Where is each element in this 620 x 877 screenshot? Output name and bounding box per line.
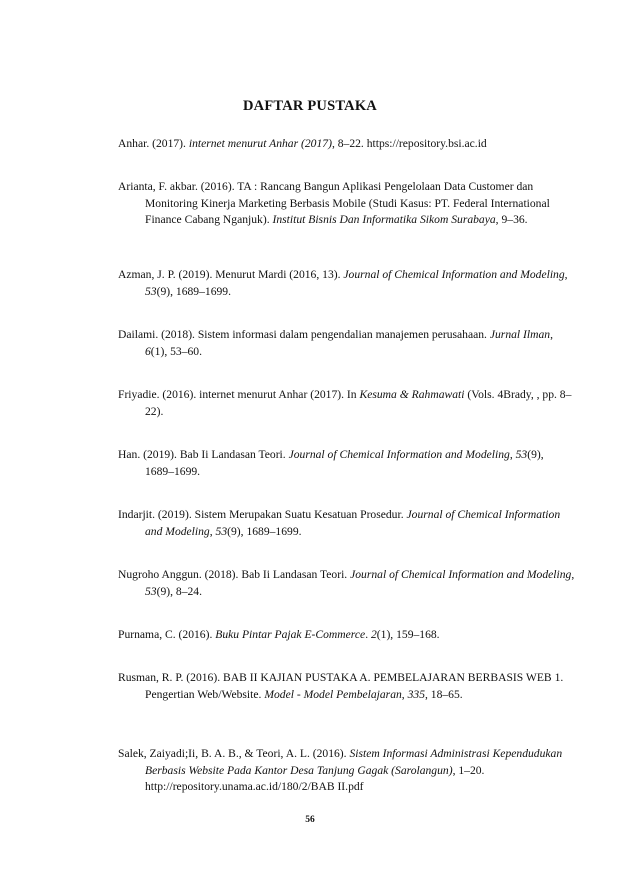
ref-text: ,: [209, 524, 216, 538]
ref-text: (1), 53–60.: [150, 344, 202, 358]
ref-text: Azman, J. P. (2019). Menurut Mardi (2016, 13).: [118, 268, 344, 281]
ref-text: (9), 8–24.: [156, 584, 202, 598]
reference-entry: [118, 136, 575, 153]
ref-text: (Vols. 4Brady, , pp. 8–22).: [145, 388, 572, 418]
ref-text: Dailami. (2018). Sistem informasi dalam pengendalian manajemen perusahaan.: [118, 328, 490, 341]
ref-text: Purnama, C. (2016).: [118, 628, 216, 641]
ref-text: ,: [571, 568, 575, 581]
ref-volume-italic: 335: [407, 687, 425, 701]
ref-volume-italic: 53: [215, 524, 228, 538]
reference-entry: [118, 507, 575, 540]
ref-title-italic: Journal of Chemical Information and Modeling: [288, 448, 510, 461]
ref-text: Anhar. (2017).: [118, 137, 189, 150]
ref-text: ,: [550, 328, 553, 341]
ref-volume-italic: 53: [145, 284, 157, 298]
ref-volume-italic: 6: [145, 344, 151, 358]
ref-title-italic: Journal of Chemical Information and Modeling: [350, 568, 572, 581]
reference-entry: [118, 447, 575, 480]
ref-volume-italic: 53: [515, 448, 528, 461]
ref-title-italic: Sistem Informasi Administrasi Kependudukan Berbasis Website Pada Kantor Desa Tanjung Gagak (Sarolangun): [145, 747, 563, 777]
ref-text: , 1–20. http://repository.unama.ac.id/180/2/BAB II.pdf: [145, 763, 485, 793]
ref-text: , 9–36.: [495, 213, 528, 226]
ref-title-italic: Journal of Chemical Information and Modeling: [343, 268, 565, 281]
ref-title-italic: Buku Pintar Pajak E-Commerce: [215, 628, 366, 641]
ref-text: (9), 1689–1699.: [145, 448, 544, 478]
ref-text: ,: [509, 448, 516, 461]
ref-title-italic: internet menurut Anhar (2017): [188, 137, 332, 150]
reference-entry: [118, 627, 575, 644]
ref-text: Salek, Zaiyadi;Ii, B. A. B., & Teori, A. L. (2016).: [118, 747, 350, 760]
ref-text: ,: [564, 268, 568, 281]
ref-title-italic: Institut Bisnis Dan Informatika Sikom Surabaya: [272, 213, 496, 226]
reference-entry: [118, 567, 575, 600]
reference-entry: [118, 327, 575, 360]
ref-text: (1), 159–168.: [376, 628, 440, 641]
ref-text: Arianta, F. akbar. (2016). TA : Rancang Bangun Aplikasi Pengelolaan Data Customer dan Monitoring Kinerja Marketing Berbasis Mobile (Studi Kasus: PT. Federal International Finance Cabang Nganjuk).: [118, 180, 550, 226]
ref-text: Nugroho Anggun. (2018). Bab Ii Landasan Teori.: [118, 568, 351, 581]
ref-text: Indarjit. (2019). Sistem Merupakan Suatu Kesatuan Prosedur.: [118, 508, 407, 521]
ref-text: .: [365, 628, 371, 641]
ref-title-italic: Kesuma & Rahmawati: [359, 388, 465, 401]
ref-title-italic: Journal of Chemical Information and Modeling: [145, 508, 561, 538]
ref-text: (9), 1689–1699.: [227, 524, 302, 538]
ref-title-italic: Model - Model Pembelajaran: [264, 687, 402, 701]
reference-entry: [118, 746, 575, 796]
ref-text: , 18–65.: [424, 687, 463, 701]
ref-text: Han. (2019). Bab Ii Landasan Teori.: [118, 448, 289, 461]
reference-entry: [118, 179, 575, 229]
ref-volume-italic: 53: [145, 584, 157, 598]
ref-text: ,: [401, 687, 408, 701]
page-title: DAFTAR PUSTAKA: [243, 98, 377, 114]
reference-entry: [118, 267, 575, 300]
page-number: 56: [305, 815, 315, 825]
reference-entry: [118, 670, 575, 703]
ref-text: Friyadie. (2016). internet menurut Anhar (2017). In: [118, 388, 360, 401]
reference-entry: [118, 387, 575, 420]
ref-text: Rusman, R. P. (2016). BAB II KAJIAN PUSTAKA A. PEMBELAJARAN BERBASIS WEB 1. Pengertian Web/Website.: [118, 671, 564, 701]
ref-text: (9), 1689–1699.: [156, 284, 231, 298]
ref-title-italic: Jurnal Ilman: [489, 328, 551, 341]
ref-text: , 8–22. https://repository.bsi.ac.id: [331, 137, 487, 150]
ref-volume-italic: 2: [370, 628, 377, 641]
